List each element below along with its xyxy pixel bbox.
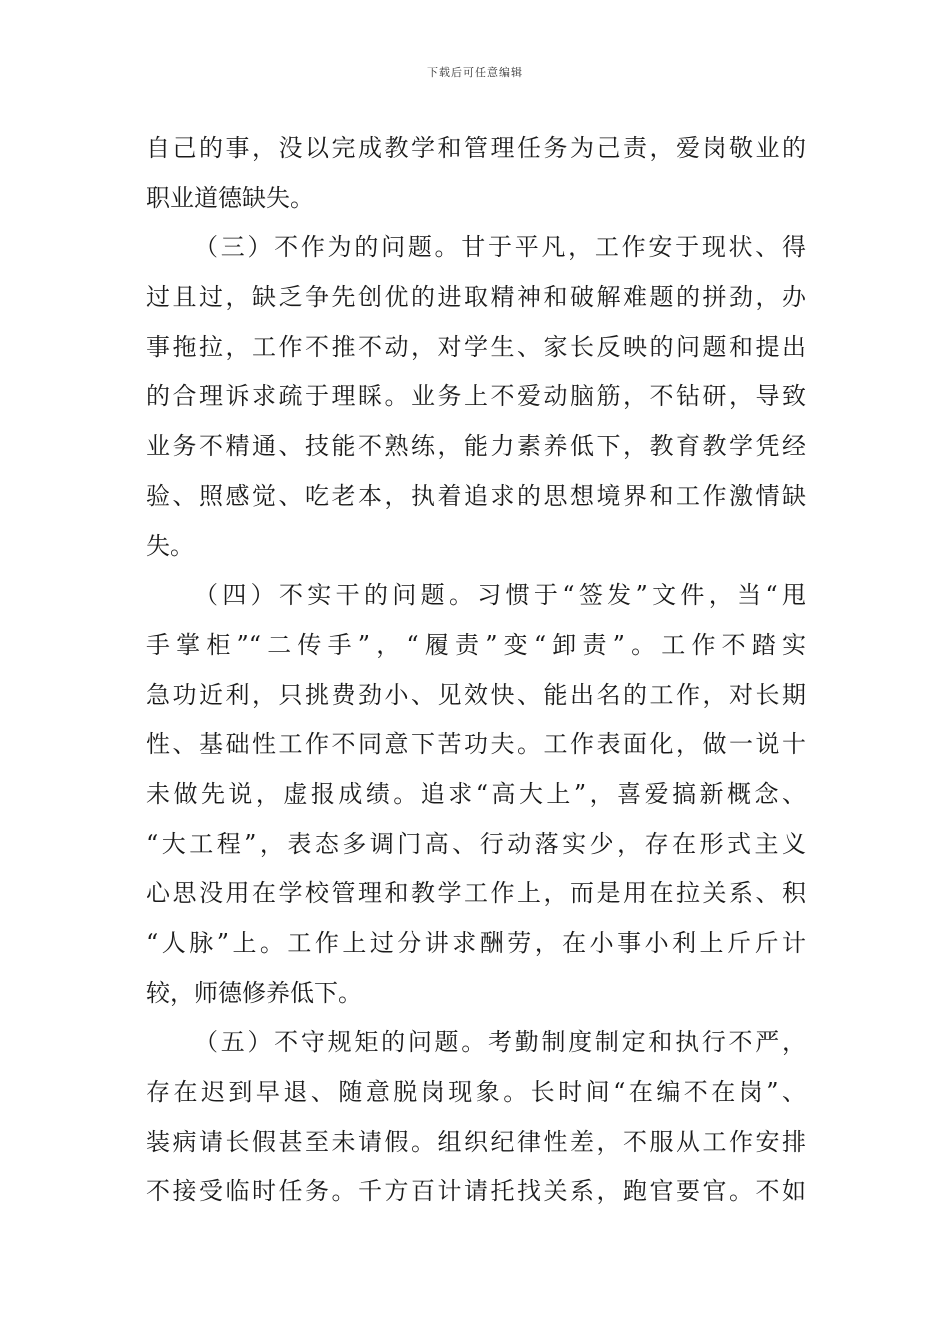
text-line: 手掌柜”“二传手”，“履责”变“卸责”。工作不踏实	[146, 630, 806, 659]
text-line: 验、照感觉、吃老本，执着追求的思想境界和工作激情缺	[146, 481, 806, 510]
text-line: 较，师德修养低下。	[146, 978, 362, 1007]
text-line: 存在迟到早退、随意脱岗现象。长时间“在编不在岗”、	[146, 1078, 806, 1107]
text-line: 未做先说，虚报成绩。追求“高大上”，喜爱搞新概念、	[146, 779, 806, 808]
text-line: （三）不作为的问题。甘于平凡，工作安于现状、得	[194, 233, 806, 262]
text-line: 急功近利，只挑费劲小、见效快、能出名的工作，对长期	[146, 680, 806, 709]
text-line: （五）不守规矩的问题。考勤制度制定和执行不严，	[194, 1028, 806, 1057]
text-line: （四）不实干的问题。习惯于“签发”文件，当“甩	[194, 581, 806, 610]
document-body	[146, 124, 806, 1217]
text-line: “大工程”，表态多调门高、行动落实少，存在形式主义	[146, 829, 806, 858]
text-line: 自己的事，没以完成教学和管理任务为己责，爱岗敬业的	[146, 134, 806, 162]
text-line: 失。	[146, 531, 194, 560]
text-line: “人脉”上。工作上过分讲求酬劳，在小事小利上斤斤计	[146, 929, 806, 957]
text-line: 装病请长假甚至未请假。组织纪律性差，不服从工作安排	[146, 1127, 806, 1156]
text-line: 的合理诉求疏于理睬。业务上不爱动脑筋，不钻研，导致	[146, 382, 806, 411]
text-line: 过且过，缺乏争先创优的进取精神和破解难题的拼劲，办	[146, 283, 806, 312]
text-line: 职业道德缺失。	[146, 183, 314, 212]
text-line: 业务不精通、技能不熟练，能力素养低下，教育教学凭经	[146, 432, 806, 461]
text-line: 性、基础性工作不同意下苦功夫。工作表面化，做一说十	[146, 730, 806, 759]
page-header: 下载后可任意编辑	[427, 66, 523, 79]
text-line: 不接受临时任务。千方百计请托找关系，跑官要官。不如	[146, 1177, 806, 1206]
text-line: 心思没用在学校管理和教学工作上，而是用在拉关系、积	[146, 879, 806, 908]
text-line: 事拖拉，工作不推不动，对学生、家长反映的问题和提出	[146, 332, 806, 361]
